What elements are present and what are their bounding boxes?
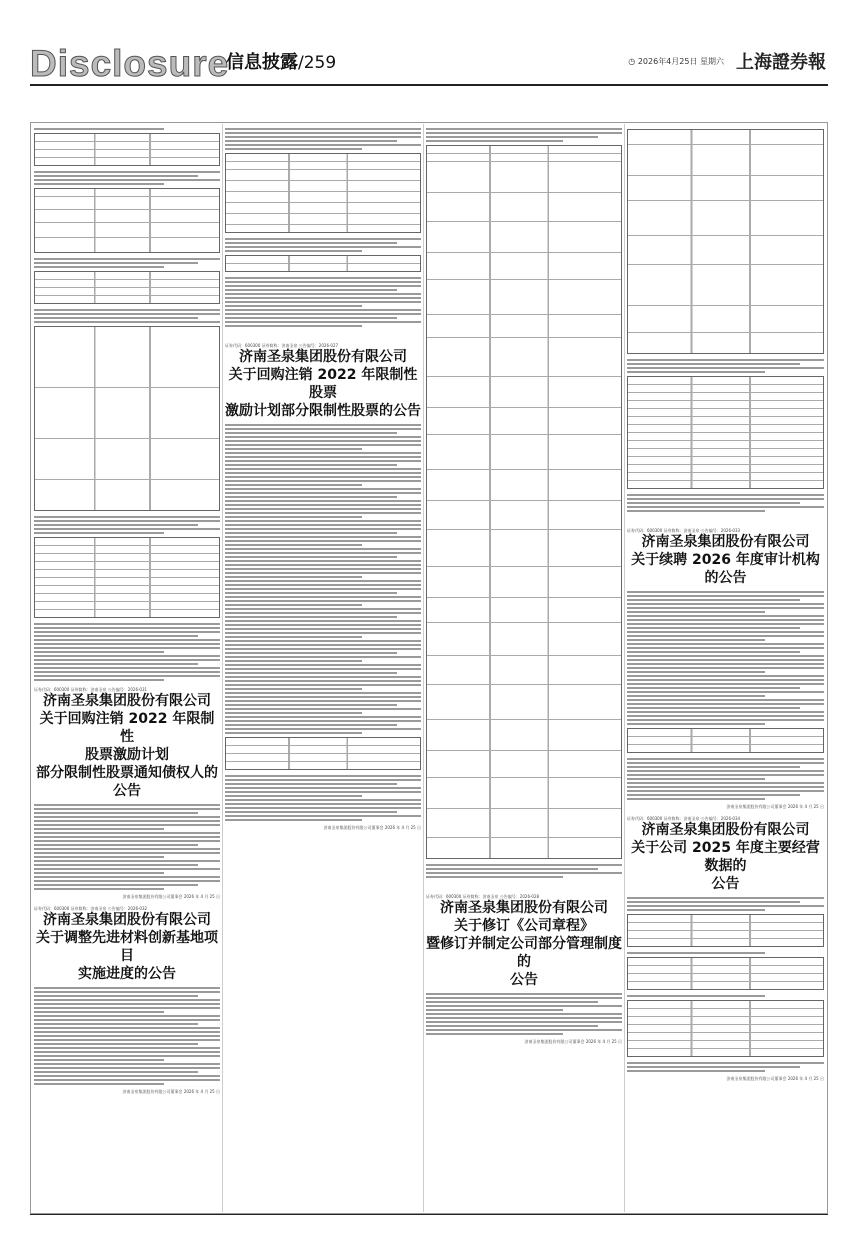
announcement-signature: 济南圣泉集团股份有限公司董事会 2026 年 4 月 25 日 bbox=[323, 825, 421, 830]
section-name: 信息披露 bbox=[226, 52, 298, 73]
announcement-title: 暨修订并制定公司部分管理制度的 bbox=[426, 936, 622, 970]
announcement-meta: 证券代码：600300 证券简称：济南圣泉 公告编号：2026-033 bbox=[627, 528, 741, 533]
issue-date: ◷ 2026年4月25日 星期六 bbox=[628, 57, 724, 66]
data-table bbox=[627, 728, 824, 753]
announcement-auditor-renewal bbox=[627, 528, 824, 587]
announcement-title: 关于调整先进材料创新基地项目 bbox=[36, 930, 218, 964]
announcement-title: 公告 bbox=[510, 972, 538, 988]
data-table bbox=[627, 914, 824, 947]
announcement-title: 关于修订《公司章程》 bbox=[454, 918, 594, 934]
announcement-signature: 济南圣泉集团股份有限公司董事会 2026 年 4 月 25 日 bbox=[726, 804, 824, 809]
column-divider bbox=[423, 124, 424, 1212]
data-table bbox=[627, 1000, 824, 1057]
announcement-title: 关于回购注销 2022 年限制性股票 bbox=[228, 367, 418, 401]
announcement-creditor-notice bbox=[34, 687, 220, 800]
data-table bbox=[627, 129, 824, 354]
footer-rule bbox=[30, 1214, 828, 1215]
announcement-signature bbox=[627, 516, 824, 522]
announcement-title: 公告 bbox=[711, 876, 740, 892]
announcement-title: 实施进度的公告 bbox=[78, 966, 176, 982]
masthead: Disclosure bbox=[30, 43, 230, 84]
section-title bbox=[226, 52, 336, 74]
column-3 bbox=[426, 126, 622, 1210]
announcement-title: 关于续聘 2026 年度审计机构的公告 bbox=[631, 552, 820, 586]
announcement-title: 股票激励计划 bbox=[85, 747, 169, 763]
announcement-meta: 证券代码：600300 证券简称：济南圣泉 公告编号：2026-027 bbox=[225, 343, 339, 348]
data-table bbox=[34, 537, 220, 618]
announcement-title: 部分限制性股票通知债权人的公告 bbox=[36, 765, 218, 799]
announcement-company: 济南圣泉集团股份有限公司 bbox=[239, 349, 407, 365]
data-table bbox=[34, 133, 220, 166]
data-table bbox=[627, 957, 824, 990]
announcement-company: 济南圣泉集团股份有限公司 bbox=[440, 900, 608, 916]
announcement-company: 济南圣泉集团股份有限公司 bbox=[641, 534, 810, 550]
data-table bbox=[225, 255, 421, 272]
page-header bbox=[30, 40, 828, 84]
clock-icon: ◷ bbox=[628, 57, 636, 66]
announcement-signature: 济南圣泉集团股份有限公司董事会 2026 年 4 月 25 日 bbox=[122, 1089, 220, 1094]
data-table bbox=[34, 188, 220, 253]
column-divider bbox=[222, 124, 223, 1212]
data-table bbox=[426, 145, 622, 859]
header-rule bbox=[30, 84, 828, 86]
announcement-signature: 济南圣泉集团股份有限公司董事会 2026 年 4 月 25 日 bbox=[726, 1076, 824, 1081]
data-table bbox=[225, 153, 421, 233]
announcement-signature bbox=[426, 882, 622, 888]
announcement-project-adjustment bbox=[34, 906, 220, 983]
page-number: /259 bbox=[298, 53, 337, 73]
announcement-meta: 证券代码：600300 证券简称：济南圣泉 公告编号：2026-032 bbox=[34, 906, 148, 911]
column-4 bbox=[627, 126, 824, 1210]
data-table bbox=[34, 326, 220, 511]
announcement-company: 济南圣泉集团股份有限公司 bbox=[43, 693, 211, 709]
newspaper-logo: 上海證券報 bbox=[736, 52, 826, 73]
announcement-company: 济南圣泉集团股份有限公司 bbox=[43, 912, 211, 928]
data-table bbox=[225, 737, 421, 770]
announcement-meta: 证券代码：600300 证券简称：济南圣泉 公告编号：2026-034 bbox=[627, 816, 741, 821]
announcement-meta: 证券代码：600300 证券简称：济南圣泉 公告编号：2026-031 bbox=[34, 687, 148, 692]
data-table bbox=[34, 271, 220, 304]
announcement-title: 关于回购注销 2022 年限制性 bbox=[39, 711, 215, 745]
announcement-signature bbox=[225, 331, 421, 337]
data-table bbox=[627, 376, 824, 489]
column-divider bbox=[624, 124, 625, 1212]
announcement-meta: 证券代码：600300 证券简称：济南圣泉 公告编号：2026-028 bbox=[426, 894, 540, 899]
announcement-articles-amendment bbox=[426, 894, 622, 989]
announcement-signature: 济南圣泉集团股份有限公司董事会 2026 年 4 月 25 日 bbox=[524, 1039, 622, 1044]
announcement-repurchase bbox=[225, 343, 421, 420]
column-1 bbox=[34, 126, 220, 1210]
column-2 bbox=[225, 126, 421, 1210]
announcement-title: 关于公司 2025 年度主要经营数据的 bbox=[631, 840, 820, 874]
announcement-signature: 济南圣泉集团股份有限公司董事会 2026 年 4 月 25 日 bbox=[122, 894, 220, 899]
announcement-company: 济南圣泉集团股份有限公司 bbox=[641, 822, 810, 838]
announcement-title: 激励计划部分限制性股票的公告 bbox=[225, 403, 421, 419]
announcement-operating-data bbox=[627, 816, 824, 893]
